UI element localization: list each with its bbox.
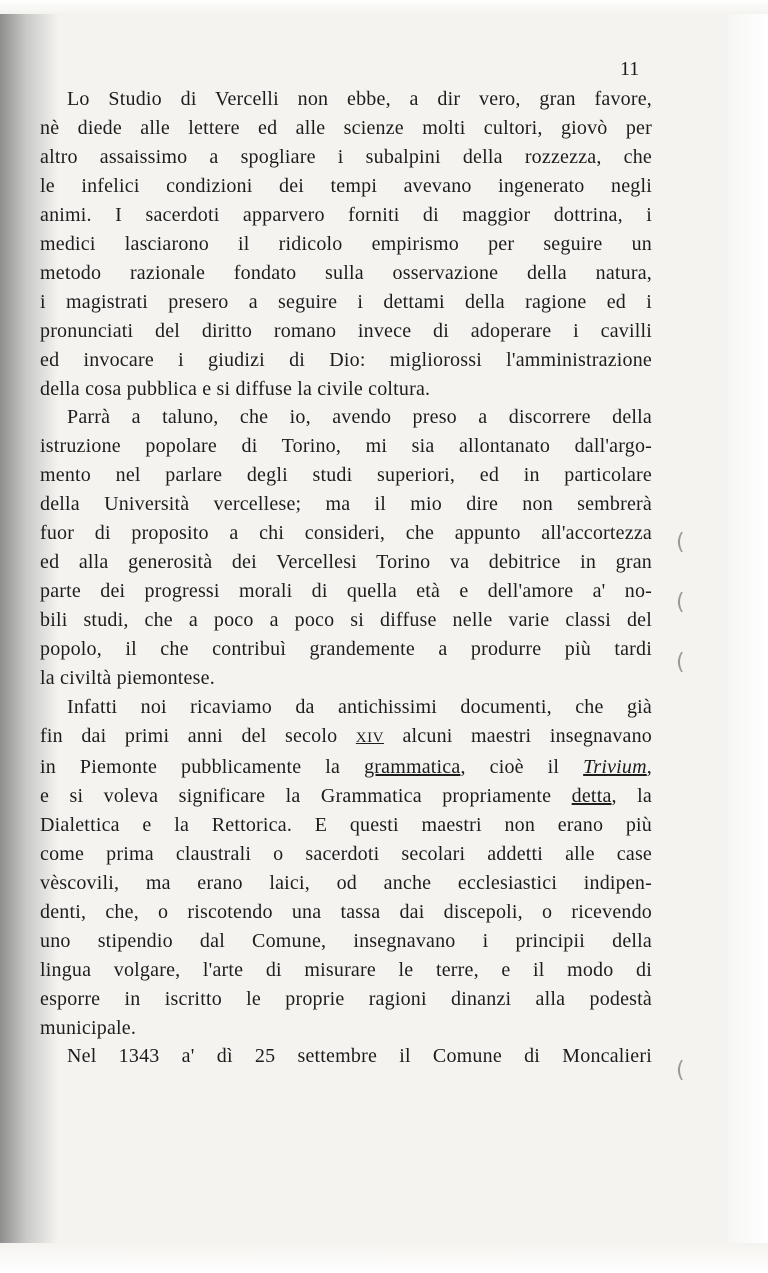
text-line: animi. I sacerdoti apparvero forniti di maggior dottrina, i (40, 203, 652, 226)
text-line: municipale. (40, 1016, 137, 1039)
text-segment: , (646, 755, 652, 778)
text-line: denti, che, o riscotendo una tassa dai discepoli, o ricevendo (40, 900, 652, 923)
bottom-edge-shadow (0, 1243, 768, 1273)
text-line: parte dei progressi morali di quella età e dell'amore a' no- (40, 580, 652, 603)
text-line: Infatti noi ricaviamo da antichissimi documenti, che già (67, 696, 652, 719)
body-text (40, 85, 652, 1071)
text-line: esporre in iscritto le proprie ragioni dinanzi alla podestà (40, 987, 652, 1010)
margin-pencil-mark: ( (676, 1058, 685, 1083)
text-line: bili studi, che a poco a poco si diffuse nelle varie classi del (40, 609, 652, 632)
text-line (40, 722, 652, 753)
text-segment: alcuni maestri insegnavano (383, 724, 652, 747)
text-line: nè diede alle lettere ed alle scienze molti cultori, giovò per (40, 116, 652, 139)
paragraph-1 (40, 85, 652, 403)
underlined-word: grammatica (364, 755, 461, 778)
text-line: vèscovili, ma erano laici, od anche ecclesiastici indipen- (40, 871, 652, 894)
text-segment: in Piemonte pubblicamente la (40, 755, 365, 778)
text-line: medici lasciarono il ridicolo empirismo per seguire un (40, 232, 652, 255)
page-number: 11 (620, 58, 640, 80)
margin-pencil-mark: ( (676, 590, 685, 615)
text-line: ed alla generosità dei Vercellesi Torino va debitrice in gran (40, 551, 652, 574)
century-numeral: XIV (355, 729, 384, 746)
text-line: popolo, il che contribuì grandemente a produrre più tardi (40, 638, 652, 661)
text-line: lingua volgare, l'arte di misurare le terre, e il modo di (40, 958, 652, 981)
text-line: la civiltà piemontese. (40, 667, 215, 690)
paragraph-4 (40, 1042, 652, 1071)
paragraph-3 (40, 693, 652, 1042)
text-line: Lo Studio di Vercelli non ebbe, a dir vero, gran favore, (67, 88, 652, 110)
text-line: pronunciati del diritto romano invece di adoperare i cavilli (40, 319, 652, 342)
paragraph-2 (40, 403, 652, 693)
margin-pencil-mark: ( (676, 530, 685, 555)
text-line: della Università vercellese; ma il mio dire non sembrerà (40, 493, 652, 516)
text-line (40, 753, 652, 782)
text-line: Parrà a taluno, che io, avendo preso a discorrere della (67, 406, 652, 429)
text-line: della cosa pubblica e si diffuse la civile coltura. (40, 377, 431, 400)
text-line (40, 782, 652, 811)
text-segment: , cioè il (460, 755, 584, 778)
right-edge-shadow (728, 0, 768, 1273)
text-line: altro assaissimo a spogliare i subalpini della rozzezza, che (40, 145, 652, 168)
underlined-word: detta (571, 784, 612, 807)
top-edge-shadow (0, 0, 768, 14)
text-line: Nel 1343 a' dì 25 settembre il Comune di Moncalieri (67, 1045, 652, 1068)
text-segment: fin dai primi anni del secolo (40, 724, 356, 747)
text-line: le infelici condizioni dei tempi avevano ingenerato negli (40, 174, 652, 197)
text-line: metodo razionale fondato sulla osservazione della natura, (40, 261, 652, 284)
text-line: fuor di proposito a chi consideri, che appunto all'accortezza (40, 522, 652, 545)
text-segment: e si voleva significare la Grammatica propriamente (40, 784, 572, 807)
text-line: come prima claustrali o sacerdoti secolari addetti alle case (40, 842, 652, 865)
text-line: i magistrati presero a seguire i dettami della ragione ed i (40, 290, 652, 313)
text-line: uno stipendio dal Comune, insegnavano i principii della (40, 929, 652, 952)
text-line: ed invocare i giudizi di Dio: migliorossi l'amministrazione (40, 348, 652, 371)
margin-pencil-mark: ( (676, 650, 685, 675)
text-line: mento nel parlare degli studi superiori, ed in particolare (40, 464, 652, 487)
text-line: Dialettica e la Rettorica. E questi maestri non erano più (40, 813, 652, 836)
text-segment: , la (611, 784, 652, 807)
text-line: istruzione popolare di Torino, mi sia allontanato dall'argo- (40, 435, 652, 458)
trivium-term: Trivium (583, 755, 647, 778)
